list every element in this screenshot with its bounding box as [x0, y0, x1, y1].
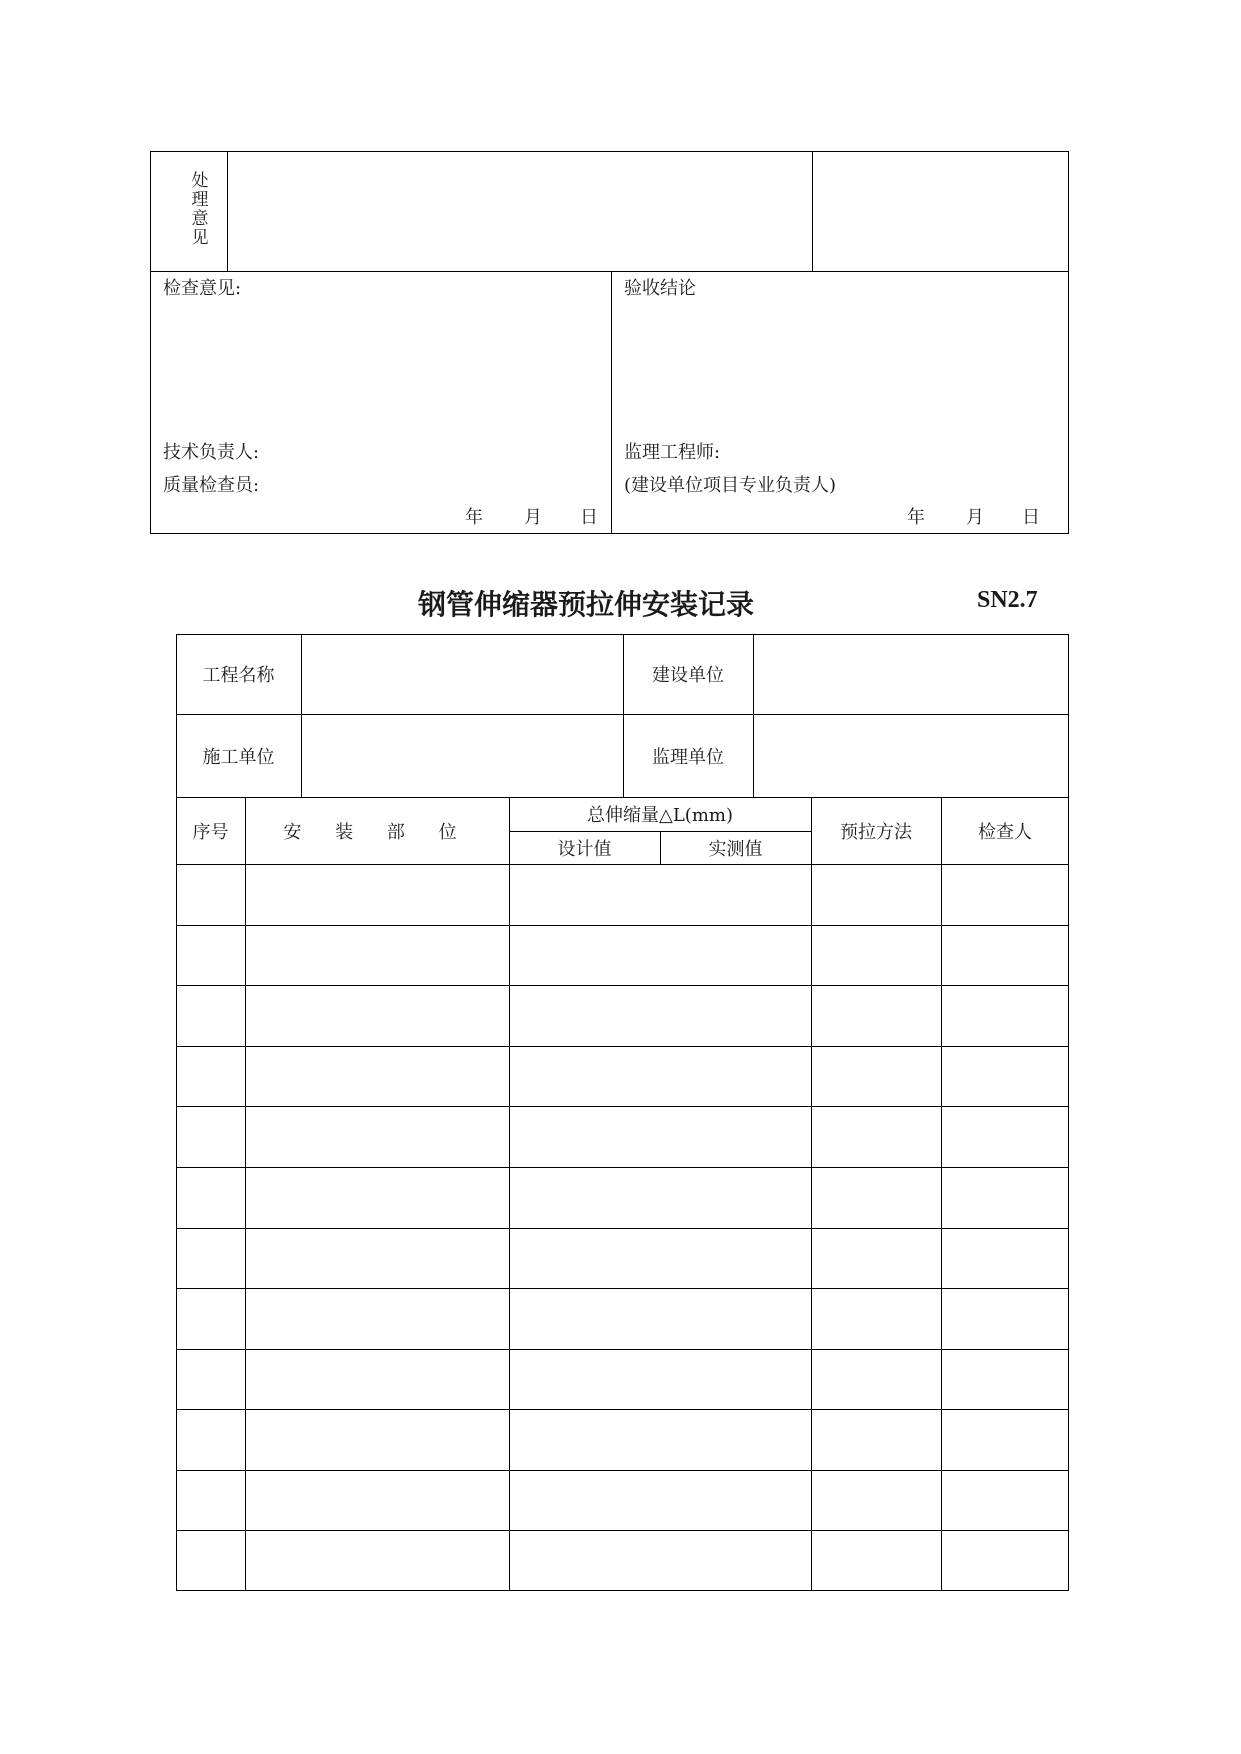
table-column-line-4 [941, 797, 942, 1591]
contractor-unit-label: 施工单位 [202, 746, 275, 768]
owner-unit-label: 建设单位 [652, 665, 724, 686]
table-row [176, 864, 1069, 925]
handling-sign-divider [812, 151, 813, 271]
table-row [176, 1349, 1069, 1410]
date-day-left: 日 [580, 507, 598, 528]
column-total-expansion: 总伸缩量△L(mm) [587, 805, 733, 826]
date-year-left: 年 [465, 507, 483, 528]
column-prestretch-method: 预拉方法 [840, 821, 912, 843]
table-row [176, 1470, 1069, 1531]
table-row [176, 1167, 1069, 1228]
date-day-right: 日 [1022, 507, 1040, 528]
record-title: 钢管伸缩器预拉伸安装记录 [418, 588, 755, 621]
supervising-engineer-label: 监理工程师: [624, 442, 721, 463]
date-year-right: 年 [907, 507, 925, 528]
design-measured-divider [660, 831, 661, 864]
column-measured-value: 实测值 [708, 838, 763, 860]
top-form-divider [150, 271, 1069, 272]
table-row [176, 1409, 1069, 1470]
table-row [176, 1046, 1069, 1107]
technical-lead-label: 技术负责人: [163, 442, 260, 463]
info-col-divider-3 [753, 634, 754, 797]
table-row [176, 925, 1069, 986]
top-form [150, 151, 1069, 534]
table-row [176, 1228, 1069, 1289]
table-row [176, 985, 1069, 1046]
table-row [176, 1530, 1069, 1591]
column-seq: 序号 [192, 821, 229, 843]
quality-inspector-label: 质量检查员: [163, 475, 260, 496]
supervision-unit-label: 监理单位 [652, 746, 724, 768]
date-month-left: 月 [524, 507, 542, 528]
owner-representative-label: (建设单位项目专业负责人) [624, 475, 837, 496]
column-inspector: 检查人 [978, 821, 1032, 843]
table-row [176, 1106, 1069, 1167]
inspection-opinion-label: 检查意见: [163, 278, 242, 299]
form-code: SN2.7 [977, 587, 1038, 613]
date-month-right: 月 [966, 507, 984, 528]
info-col-divider-1 [301, 634, 302, 797]
handling-label-divider [227, 151, 228, 271]
table-column-line-1 [245, 797, 246, 1591]
handling-opinion-label: 处理意见 [191, 171, 209, 248]
acceptance-conclusion-label: 验收结论 [624, 278, 696, 299]
column-location: 安 装 部 位 [283, 821, 471, 843]
column-design-value: 设计值 [557, 838, 612, 860]
table-column-line-3 [811, 797, 812, 1591]
table-column-line-2 [509, 797, 510, 1591]
lower-middle-divider [611, 271, 612, 534]
project-name-label: 工程名称 [202, 665, 275, 686]
table-row [176, 1288, 1069, 1349]
